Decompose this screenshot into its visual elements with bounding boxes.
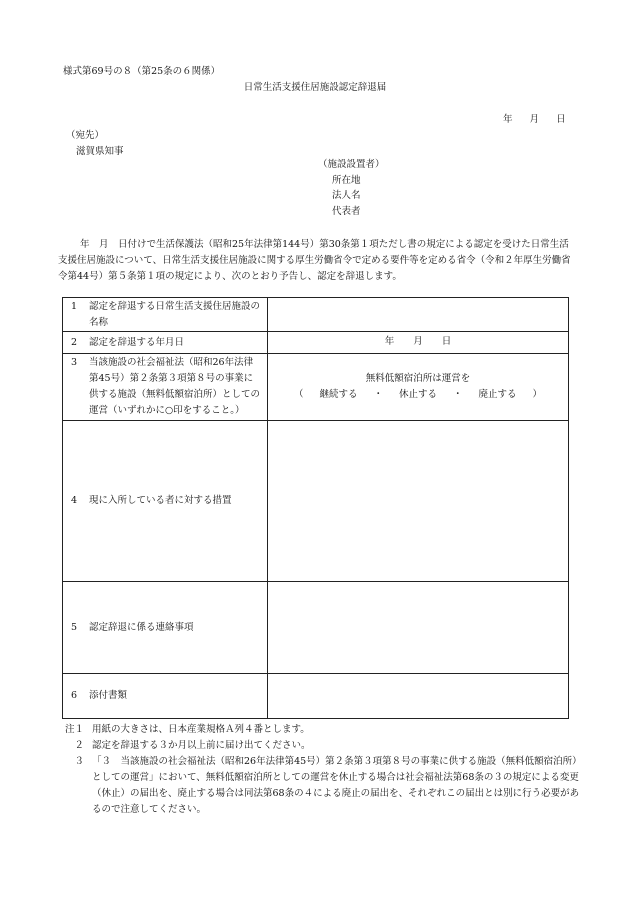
notes	[62, 722, 582, 818]
facility-name-field[interactable]	[268, 298, 569, 332]
row-label-text: 当該施設の社会福祉法（昭和26年法律第45号）第２条第３項第８号の事業に供する施設（無料低額宿泊所）としての運営（いずれかに○印をすること。）	[89, 357, 261, 416]
body-text: 年 月 日付けで生活保護法（昭和25年法律第144号）第30条第１項ただし書の規定による認定を受けた日常生活支援住居施設について、日常生活支援住居施設に関する厚生労働省令で定める要件等を定める省令（令和２年厚生労働省令第44号）第５条第１項の規定により、次のとおり予告し、認定を辞退します。	[58, 239, 571, 282]
row-label-text: 現に入所している者に対する措置	[89, 495, 232, 506]
row-number: 1	[71, 300, 78, 312]
table-row	[63, 298, 569, 332]
applicant-representative-label: 代表者	[332, 205, 361, 217]
applicant-block	[318, 158, 385, 220]
operation-status-cell	[268, 354, 569, 421]
row-label-text: 添付書類	[89, 690, 128, 701]
note-text: 「３ 当該施設の社会福祉法（昭和26年法律第45号）第２条第３項第８号の事業に供する施設（無料低額宿泊所）としての運営」において、無料低額宿泊所としての運営を休止する場合は社会福祉法第68条の３の規定による変更（休止）の届出を、廃止する場合は同法第68条の４による廃止の届出を、それぞれこの届出とは別に行う必要があるので注意してください。	[92, 756, 582, 815]
table-row	[63, 332, 569, 354]
row-label-text: 認定辞退に係る連絡事項	[89, 621, 194, 633]
withdrawal-date-field[interactable]: 年 月 日	[268, 332, 569, 354]
resident-measures-field[interactable]	[268, 421, 569, 582]
note-item	[62, 722, 582, 738]
table-row	[63, 582, 569, 674]
note-number: 注１	[64, 724, 84, 735]
row-label-text: 認定を辞退する年月日	[89, 336, 185, 348]
row-label-text: 認定を辞退する日常生活支援住居施設の名称	[89, 300, 261, 328]
submission-date	[503, 113, 566, 127]
note-text: 認定を辞退する３か月以上前に届け出てください。	[92, 740, 311, 751]
row-number: 4	[71, 495, 78, 506]
row-number: 3	[71, 357, 78, 368]
note-item	[62, 754, 582, 818]
row-label	[63, 421, 268, 582]
addressee-label: （宛先）	[66, 130, 105, 141]
row-label	[63, 354, 268, 421]
form-number: 様式第69号の８（第25条の６関係）	[63, 66, 221, 77]
document-title: 日常生活支援住居施設認定辞退届	[243, 82, 387, 93]
options-separator: ・	[453, 389, 463, 400]
note-number: ２	[74, 740, 84, 751]
operation-status-lead: 無料低額宿泊所は運営を	[365, 373, 471, 384]
applicant-heading: （施設設置者）	[318, 159, 385, 170]
applicant-corp-name-label: 法人名	[332, 190, 361, 201]
options-close-paren: ）	[532, 389, 543, 400]
row-number: 6	[71, 690, 78, 701]
option-continue[interactable]: 継続する	[319, 389, 358, 400]
option-suspend[interactable]: 休止する	[398, 389, 437, 400]
note-text: 用紙の大きさは、日本産業規格Ａ列４番とします。	[92, 724, 310, 735]
row-number: 2	[71, 336, 78, 348]
note-item	[62, 738, 582, 754]
option-abolish[interactable]: 廃止する	[478, 389, 517, 400]
row-label	[63, 332, 268, 354]
attachments-field[interactable]	[268, 674, 569, 719]
date-month: 月	[529, 114, 540, 125]
row-label	[63, 674, 268, 719]
operation-status-options	[268, 387, 568, 403]
options-separator: ・	[373, 389, 383, 400]
options-open-paren: （	[293, 389, 304, 400]
row-number: 5	[71, 621, 78, 633]
date-day: 日	[556, 114, 566, 125]
table-row	[63, 354, 569, 421]
table-row	[63, 674, 569, 719]
form-table	[62, 297, 569, 719]
row-label	[63, 298, 268, 332]
table-row	[63, 421, 569, 582]
row-label	[63, 582, 268, 674]
note-number: ３	[74, 756, 84, 767]
date-year: 年	[503, 114, 513, 125]
addressee-name: 滋賀県知事	[76, 146, 124, 157]
contact-matters-field[interactable]	[268, 582, 569, 674]
applicant-address-label: 所在地	[332, 174, 361, 186]
